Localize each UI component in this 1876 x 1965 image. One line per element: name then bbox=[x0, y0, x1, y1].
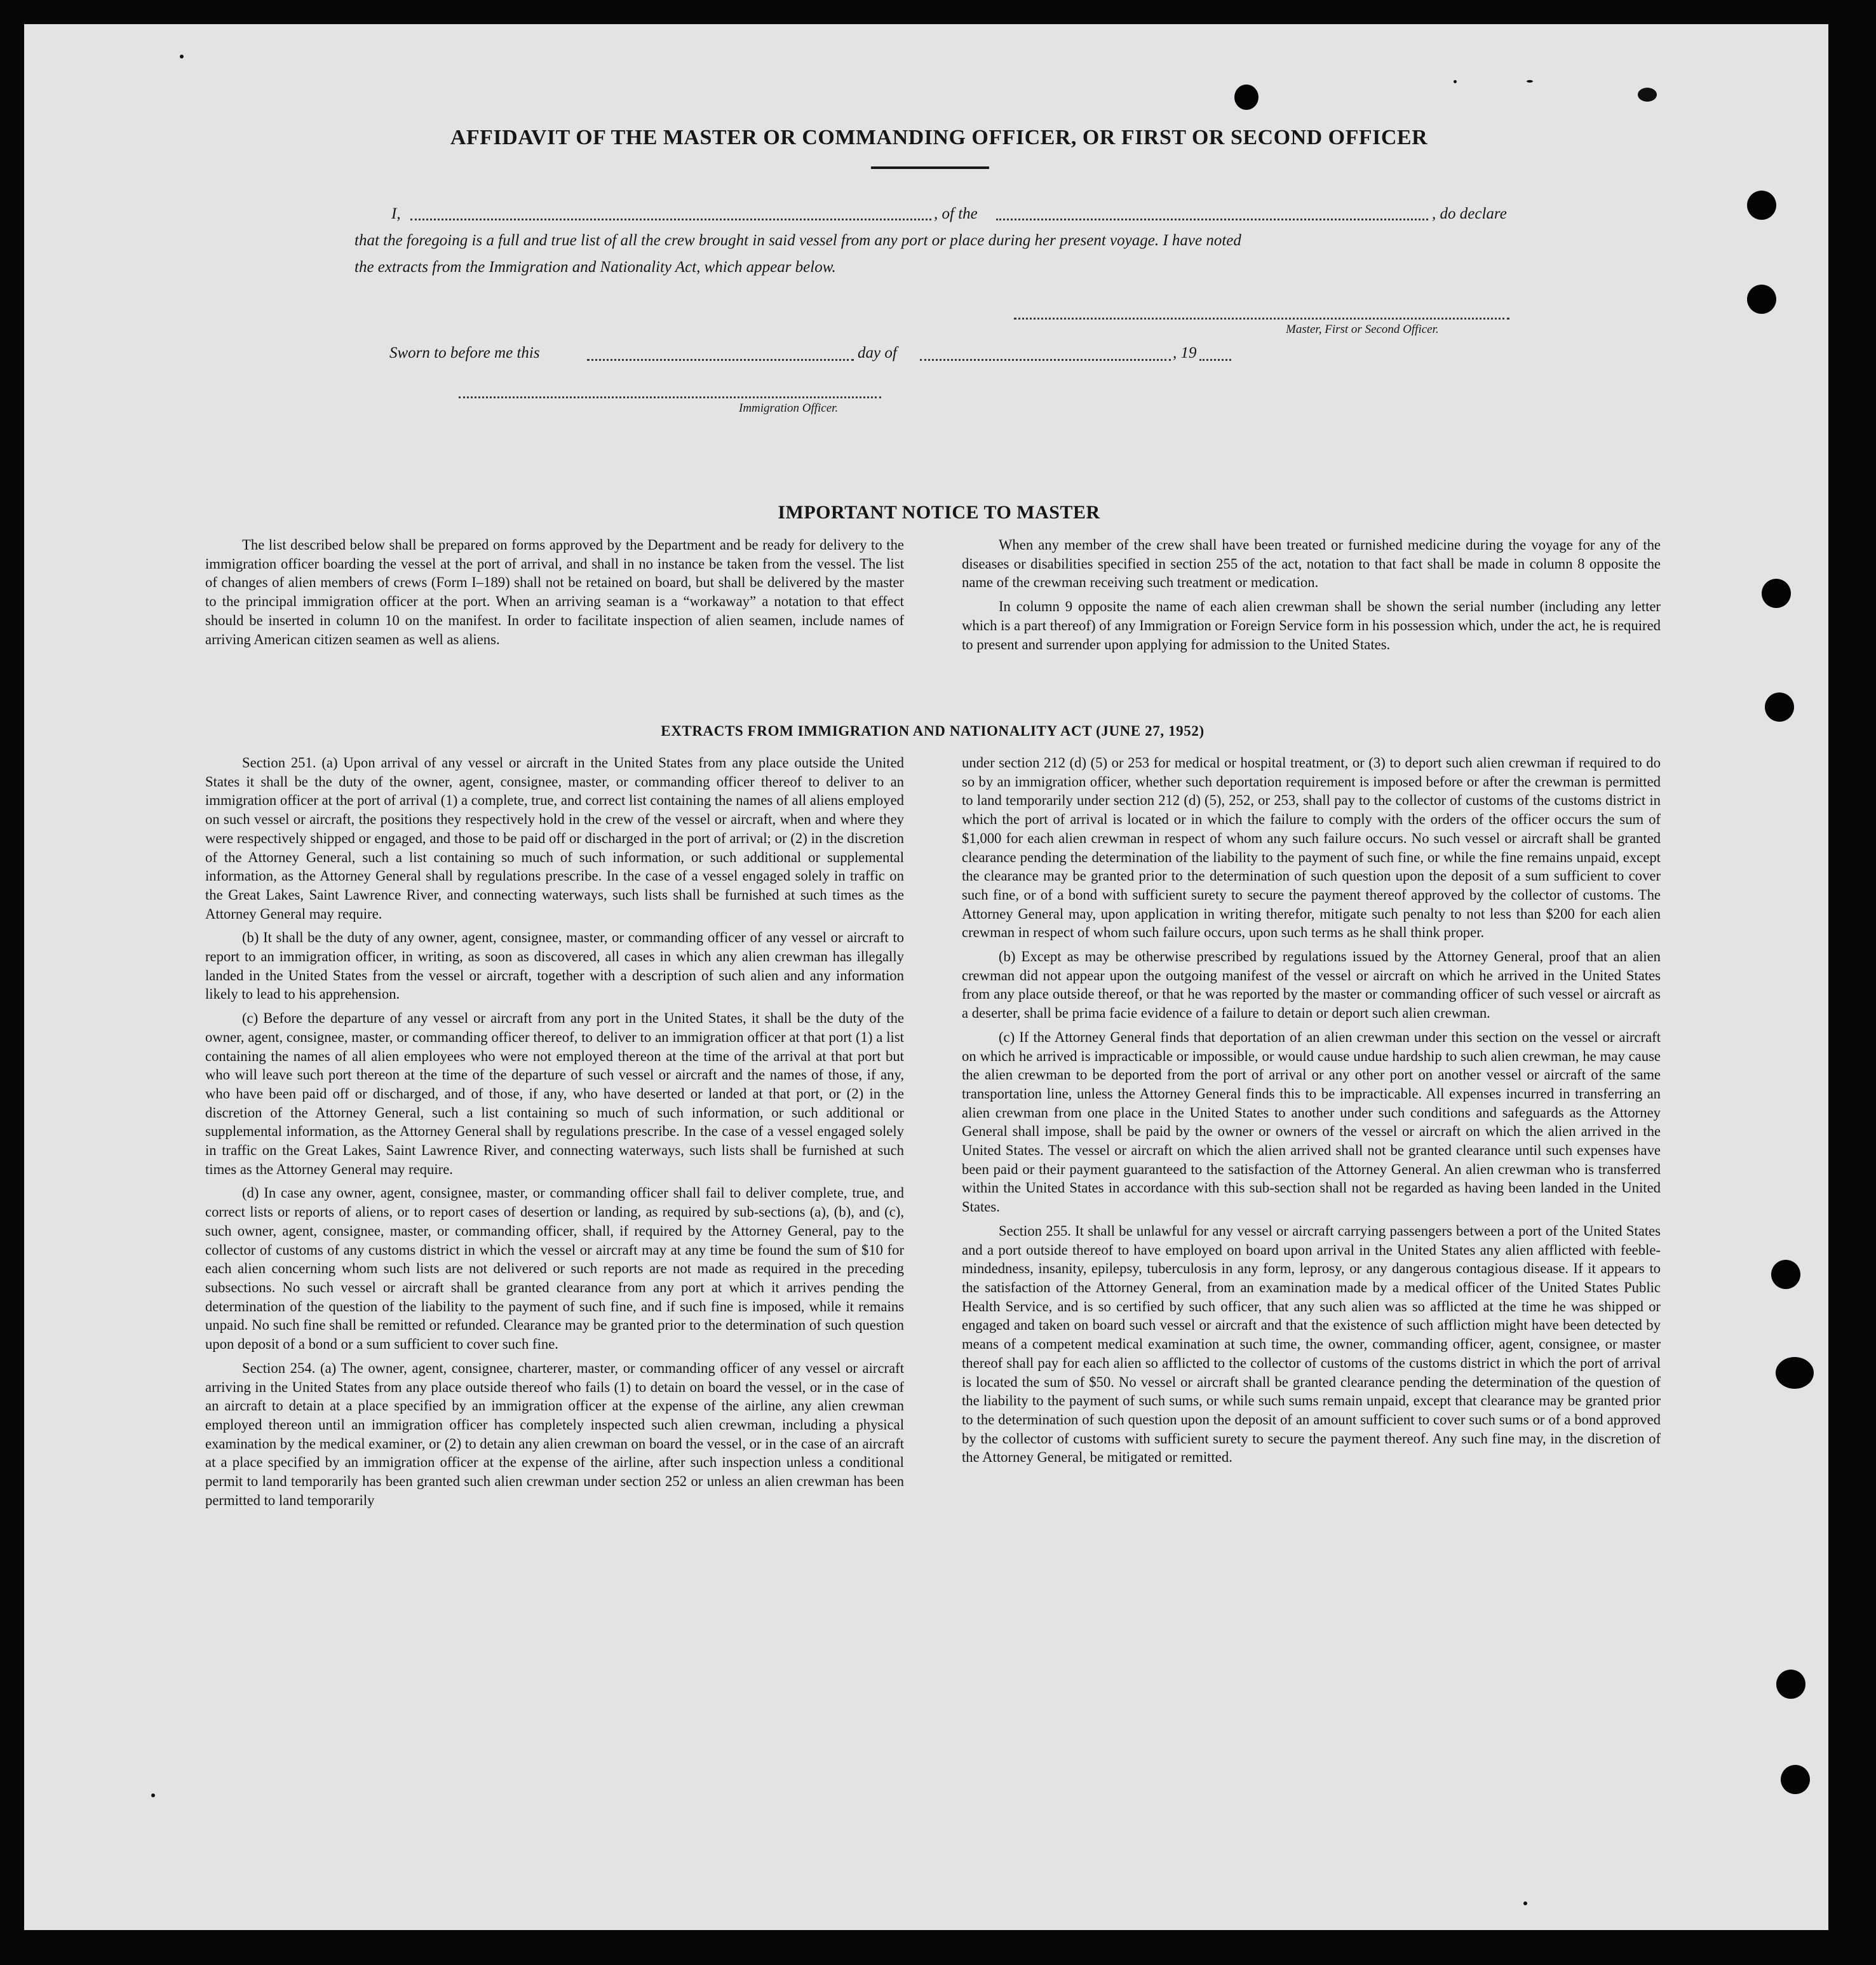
of-the-label: , of the bbox=[934, 205, 978, 222]
ink-speck bbox=[1527, 80, 1533, 83]
year-label: , 19 bbox=[1173, 344, 1197, 361]
punch-hole bbox=[1762, 579, 1791, 608]
sworn-day-line bbox=[587, 359, 854, 361]
title-rule bbox=[871, 166, 989, 169]
notice-paragraph: In column 9 opposite the name of each alien crewman shall be shown the serial number (including any letter which is a part thereof) of any Immigration or Foreign Service form in his possession which, under the act, he is required to present and surrender upon applying for admission to the United States. bbox=[962, 598, 1661, 652]
do-declare-label: , do declare bbox=[1432, 205, 1507, 222]
ink-speck bbox=[1638, 88, 1657, 102]
punch-hole bbox=[1765, 692, 1794, 722]
declaration-text-line-2: that the foregoing is a full and true list of all the crew brought in said vessel from any port or place during her present voyage. I have noted bbox=[354, 232, 1241, 249]
declaration-text-line-3: the extracts from the Immigration and Nationality Act, which appear below. bbox=[354, 259, 836, 276]
act-section-paragraph: (c) If the Attorney General finds that deportation of an alien crewman under this section on the vessel or aircraft on which he arrived is impracticable or impossible, or would cause undue hardship to such alien crewman, he may cause the alien crewman to be deported from the port of arrival or any other port on another vessel or aircraft of the same transportation line, unless the Attorney General finds this to be impracticable. All expenses incurred in transferring an alien crewman from one place in the United States to another under such conditions and safeguards as the Attorney General shall impose, shall be paid by the owner or owners of the vessel or aircraft on which the alien arrived in the United States. The vessel or aircraft on which the alien arrived shall not be granted clearance until such expenses have been paid or their payment guaranteed to the satisfaction of the Attorney General. An alien crewman who is transferred within the United States in accordance with this sub-section shall not be regarded as having been landed in the United States. bbox=[962, 1029, 1661, 1215]
act-section-paragraph: (b) It shall be the duty of any owner, agent, consignee, master, or commanding officer of any vessel or aircraft to report to an immigration officer, in writing, as soon as discovered, all cases in which any alien crewman has illegally landed in the United States from the vessel or aircraft, together with a description of such alien and any information likely to lead to his apprehension. bbox=[205, 929, 904, 1003]
vessel-name-line bbox=[996, 219, 1428, 220]
act-section-paragraph: under section 212 (d) (5) or 253 for medical or hospital treatment, or (3) to deport such alien crewman if required to do so by an immigration officer, whether such deportation requirement is imposed before or after the crewman is permitted to land temporarily under section 212 (d) (5), 252, or 253, shall pay to the collector of customs of the customs district in which the port of arrival is located or in which the failure to comply with the orders of the officer occurs the sum of $1,000 for each alien crewman in respect of whom any such failure occurs. No such vessel or aircraft shall be granted clearance pending the determination of the liability to the payment of such fine, or while the fine remains unpaid, except the clearance may be granted prior to the determination of such question upon the deposit of a sum sufficient to cover such fine, or of a bond with sufficient surety to secure the payment thereof approved by the collector of customs. The Attorney General may, upon application in writing therefor, mitigate such penalty to not less than $200 for each alien crewman in respect of whom such failure occurs, upon such terms as he shall think proper. bbox=[962, 755, 1661, 941]
master-signature-line bbox=[1014, 318, 1509, 320]
ink-speck bbox=[1523, 1901, 1527, 1905]
form-sheet bbox=[24, 24, 1828, 1930]
notice-title: IMPORTANT NOTICE TO MASTER bbox=[778, 502, 1100, 523]
act-section-paragraph: (d) In case any owner, agent, consignee, master, or commanding officer shall fail to deliver complete, true, and correct lists or reports of aliens, or to report cases of desertion or landing, as required by sub-sections (a), (b), and (c), such owner, agent, consignee, master, or commanding officer, shall, if required by the Attorney General, pay to the collector of customs of any customs district in which the vessel or aircraft may at any time be found the sum of $10 for each alien concerning whom such lists are not delivered or such reports are not made as required in the preceding subsections. No such vessel or aircraft shall be granted clearance from any port at which it arrives pending the determination of the question of the liability to the payment of such fine, and if such fine is imposed, while it remains unpaid. No such fine shall be remitted or refunded. Clearance may be granted prior to the determination of such question upon deposit of a bond or a sum sufficient to cover such fine. bbox=[205, 1185, 904, 1353]
punch-hole bbox=[1781, 1765, 1810, 1794]
notice-paragraph: When any member of the crew shall have been treated or furnished medicine during the voyage for any of the diseases or disabilities specified in section 255 of the act, notation to that fact shall be made in column 8 opposite the name of the crewman receiving such treatment or medication. bbox=[962, 537, 1661, 591]
declare-i-label: I, bbox=[391, 205, 401, 222]
extracts-title: EXTRACTS FROM IMMIGRATION AND NATIONALITY ACT (JUNE 27, 1952) bbox=[661, 723, 1205, 739]
act-section-paragraph: (c) Before the departure of any vessel or aircraft from any port in the United States, it shall be the duty of the owner, agent, consignee, master, or commanding officer thereof, to deliver to an immigration officer at that port (1) a list containing the names of all alien employees who were not employed thereon at the time of the arrival at that port but who will leave such port thereon at the time of the departure of such vessel or aircraft and the names of those, if any, who have been paid off or discharged, and of those, if any, who have deserted or landed at that port, or (2) in the discretion of the Attorney General, such a list containing so much of such information, or such additional or supplemental information, as the Attorney General shall by regulations prescribe. In the case of a vessel engaged solely in traffic on the Great Lakes, Saint Lawrence River, and connecting waterways, such lists shall be furnished at such times as the Attorney General may require. bbox=[205, 1010, 904, 1177]
extracts-right-column bbox=[962, 753, 1661, 1472]
punch-hole bbox=[1234, 84, 1259, 110]
extracts-left-column bbox=[205, 753, 904, 1515]
ink-speck bbox=[1454, 80, 1457, 83]
declarant-name-line bbox=[410, 219, 931, 220]
officer-signature-caption: Immigration Officer. bbox=[739, 402, 839, 415]
act-section-paragraph: Section 251. (a) Upon arrival of any vessel or aircraft in the United States from any place outside the United States it shall be the duty of the owner, agent, consignee, master, or commanding officer thereof to deliver to an immigration officer at the port of arrival (1) a complete, true, and correct list containing the names of all aliens employed on such vessel or aircraft, the positions they respectively hold in the crew of the vessel or aircraft, when and where they were respectively shipped or engaged, and those to be paid off or discharged in the port of arrival; or (2) in the discretion of the Attorney General, such a list containing so much of such information, or such additional or supplemental information, as the Attorney General shall by regulations prescribe. In the case of a vessel engaged solely in traffic on the Great Lakes, Saint Lawrence River, and connecting waterways, such lists shall be furnished at such times as the Attorney General may require. bbox=[205, 755, 904, 922]
punch-hole bbox=[1776, 1357, 1814, 1389]
notice-left-column bbox=[205, 536, 904, 654]
notice-paragraph: The list described below shall be prepared on forms approved by the Department and be ready for delivery to the immigration officer boarding the vessel at the port of arrival, and shall in no instance be taken from the vessel. The list of changes of alien members of crews (Form I–189) shall not be retained on board, but shall be delivered by the master to the principal immigration officer at the port. When an arriving seaman is a “workaway” a notation to that effect should be inserted in column 10 on the manifest. In order to facilitate inspection of alien seamen, include names of arriving American citizen seamen as well as aliens. bbox=[205, 537, 904, 647]
sworn-month-line bbox=[920, 359, 1171, 361]
act-section-paragraph: Section 255. It shall be unlawful for any vessel or aircraft carrying passengers between a port of the United States and a port outside thereof to have employed on board upon arrival in the United States any alien afflicted with feeble-mindedness, insanity, epilepsy, tuberculosis in any form, leprosy, or any dangerous contagious disease. If it appears to the satisfaction of the Attorney General, from an examination made by a medical officer of the United States Public Health Service, and is so certified by such officer, that any such alien was so afflicted at the time he was shipped or engaged and taken on board such vessel or aircraft and that the existence of such affliction might have been detected by means of a competent medical examination at such time, the owner, commanding officer, agent, consignee, or master thereof shall pay for each alien so afflicted to the collector of customs of the customs district in which the port of arrival is located the sum of $50. No vessel or aircraft shall be granted clearance pending the determination of the question of the liability to the payment of such sums, or while such sums remain unpaid, except that clearance may be granted prior to the determination of such question upon the deposit of an amount sufficient to cover such sums or of a bond approved by the collector of customs with sufficient surety to secure the payment thereof. Any such fine may, in the discretion of the Attorney General, be mitigated or remitted. bbox=[962, 1222, 1661, 1466]
act-section-paragraph: (b) Except as may be otherwise prescribed by regulations issued by the Attorney General, proof that an alien crewman did not appear upon the outgoing manifest of the vessel or aircraft on which he arrived in the United States from any place outside thereof, or that he was reported by the master or commanding officer of such vessel or aircraft as a deserter, shall be prima facie evidence of a failure to detain or deport such alien crewman. bbox=[962, 949, 1661, 1022]
act-section-paragraph: Section 254. (a) The owner, agent, consignee, charterer, master, or commanding officer of any vessel or aircraft arriving in the United States from any place outside thereof who fails (1) to detain on board the vessel, or in the case of an aircraft to detain at a place specified by an immigration officer at the expense of the airline, any alien crewman employed thereon until an immigration officer has completely inspected such alien crewman, including a physical examination by the medical examiner, or (2) to detain any alien crewman on board the vessel, or in the case of an aircraft at a place specified by an immigration officer at the expense of the airline, after such inspection unless a conditional permit to land temporarily has been granted such alien crewman under section 252 or unless an alien crewman has been permitted to land temporarily bbox=[205, 1360, 904, 1508]
sworn-label: Sworn to before me this bbox=[389, 344, 540, 361]
notice-right-column bbox=[962, 536, 1661, 659]
affidavit-title: AFFIDAVIT OF THE MASTER OR COMMANDING OFFICER, OR FIRST OR SECOND OFFICER bbox=[450, 126, 1428, 149]
punch-hole bbox=[1776, 1670, 1805, 1699]
punch-hole bbox=[1747, 191, 1776, 220]
punch-hole bbox=[1747, 285, 1776, 314]
sworn-year-line bbox=[1199, 359, 1231, 361]
day-of-label: day of bbox=[858, 344, 897, 361]
officer-signature-line bbox=[459, 396, 881, 398]
punch-hole bbox=[1771, 1260, 1800, 1289]
ink-speck bbox=[180, 55, 184, 58]
master-signature-caption: Master, First or Second Officer. bbox=[1286, 323, 1439, 336]
ink-speck bbox=[151, 1793, 155, 1797]
